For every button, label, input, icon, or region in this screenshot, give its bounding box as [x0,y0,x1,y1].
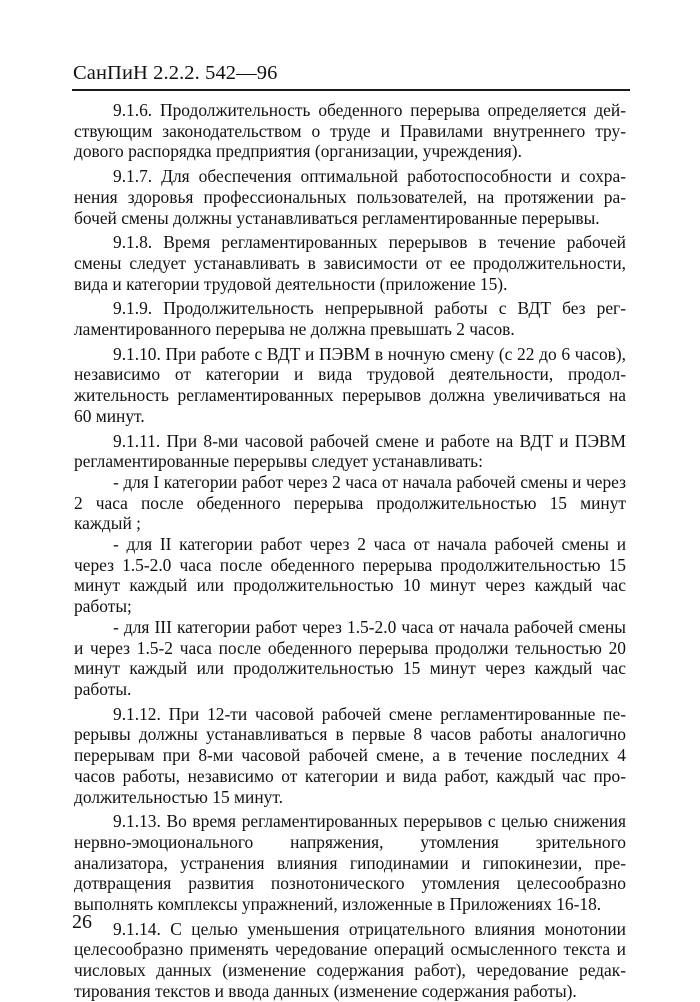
paragraph-9-1-14: 9.1.14. С целью уменьшения отрицательного влияния монотонии целесообразно применять чередование операций осмысленного текста и числовых данных (изменение содержания работ), чередование редактирования текстов и ввода данных (изменение содержания работы). [74,918,626,1001]
body-text [74,100,626,1002]
paragraph-9-1-12: 9.1.12. При 12-ти часовой рабочей смене регламентированные перерывы должны устанавливаться в первые 8 часов работы аналогично перерывам при 8-ми часовой рабочей смене, а в течение последних 4 часов работы, независимо от категории и вида работ, каждый час продолжительностью 15 минут. [74,703,626,807]
list-item-category-2: - для II категории работ через 2 часа от начала рабочей смены и через 1.5-2.0 часа после обеденного перерыва продолжительностью 15 минут каждый или продолжительностью 10 минут через каждый час работы; [74,534,626,617]
paragraph-9-1-11: 9.1.11. При 8-ми часовой рабочей смене и работе на ВДТ и ПЭВМ регламентированные перерывы следует устанавливать: [74,430,626,472]
paragraph-9-1-6: 9.1.6. Продолжительность обеденного перерыва определяется действующим законодательством о труде и Правилами внутреннего трудового распорядка предприятия (организации, учреждения). [74,100,626,162]
page-number: 26 [72,911,92,933]
list-item-category-1: - для I категории работ через 2 часа от начала рабочей смены и через 2 часа после обеденного перерыва продолжительностью 15 минут каждый ; [74,471,626,534]
paragraph-9-1-9: 9.1.9. Продолжительность непрерывной работы с ВДТ без регламентированного перерыва не должна превышать 2 часов. [74,298,626,340]
list-item-category-3: - для III категории работ через 1.5-2.0 часа от начала рабочей смены и через 1.5-2 часа после обеденного перерыва продолжи тельностью 20 минут каждый или продолжительностью 15 минут через каждый час работы. [74,616,626,699]
running-header-title: СанПиН 2.2.2. 542—96 [73,62,278,84]
paragraph-9-1-10: 9.1.10. При работе с ВДТ и ПЭВМ в ночную смену (с 22 до 6 часов), независимо от категории и вида трудовой деятельности, продолжительность регламентированных перерывов должна увеличиваться на 60 минут. [74,343,626,426]
paragraph-9-1-7: 9.1.7. Для обеспечения оптимальной работоспособности и сохранения здоровья профессиональных пользователей, на протяжении рабочей смены должны устанавливаться регламентированные перерывы. [74,166,626,228]
header-divider [72,89,630,91]
paragraph-9-1-8: 9.1.8. Время регламентированных перерывов в течение рабочей смены следует устанавливать в зависимости от ее продолжительности, вида и категории трудовой деятельности (приложение 15). [74,232,626,294]
paragraph-9-1-13: 9.1.13. Во время регламентированных перерывов с целью снижения нервно-эмоционального напряжения, утомления зрительного анализатора, устранения влияния гиподинамии и гипокинезии, предотвращения развития познотонического утомления целесообразно выполнять комплексы упражнений, изложенные в Приложениях 16-18. [74,811,626,915]
